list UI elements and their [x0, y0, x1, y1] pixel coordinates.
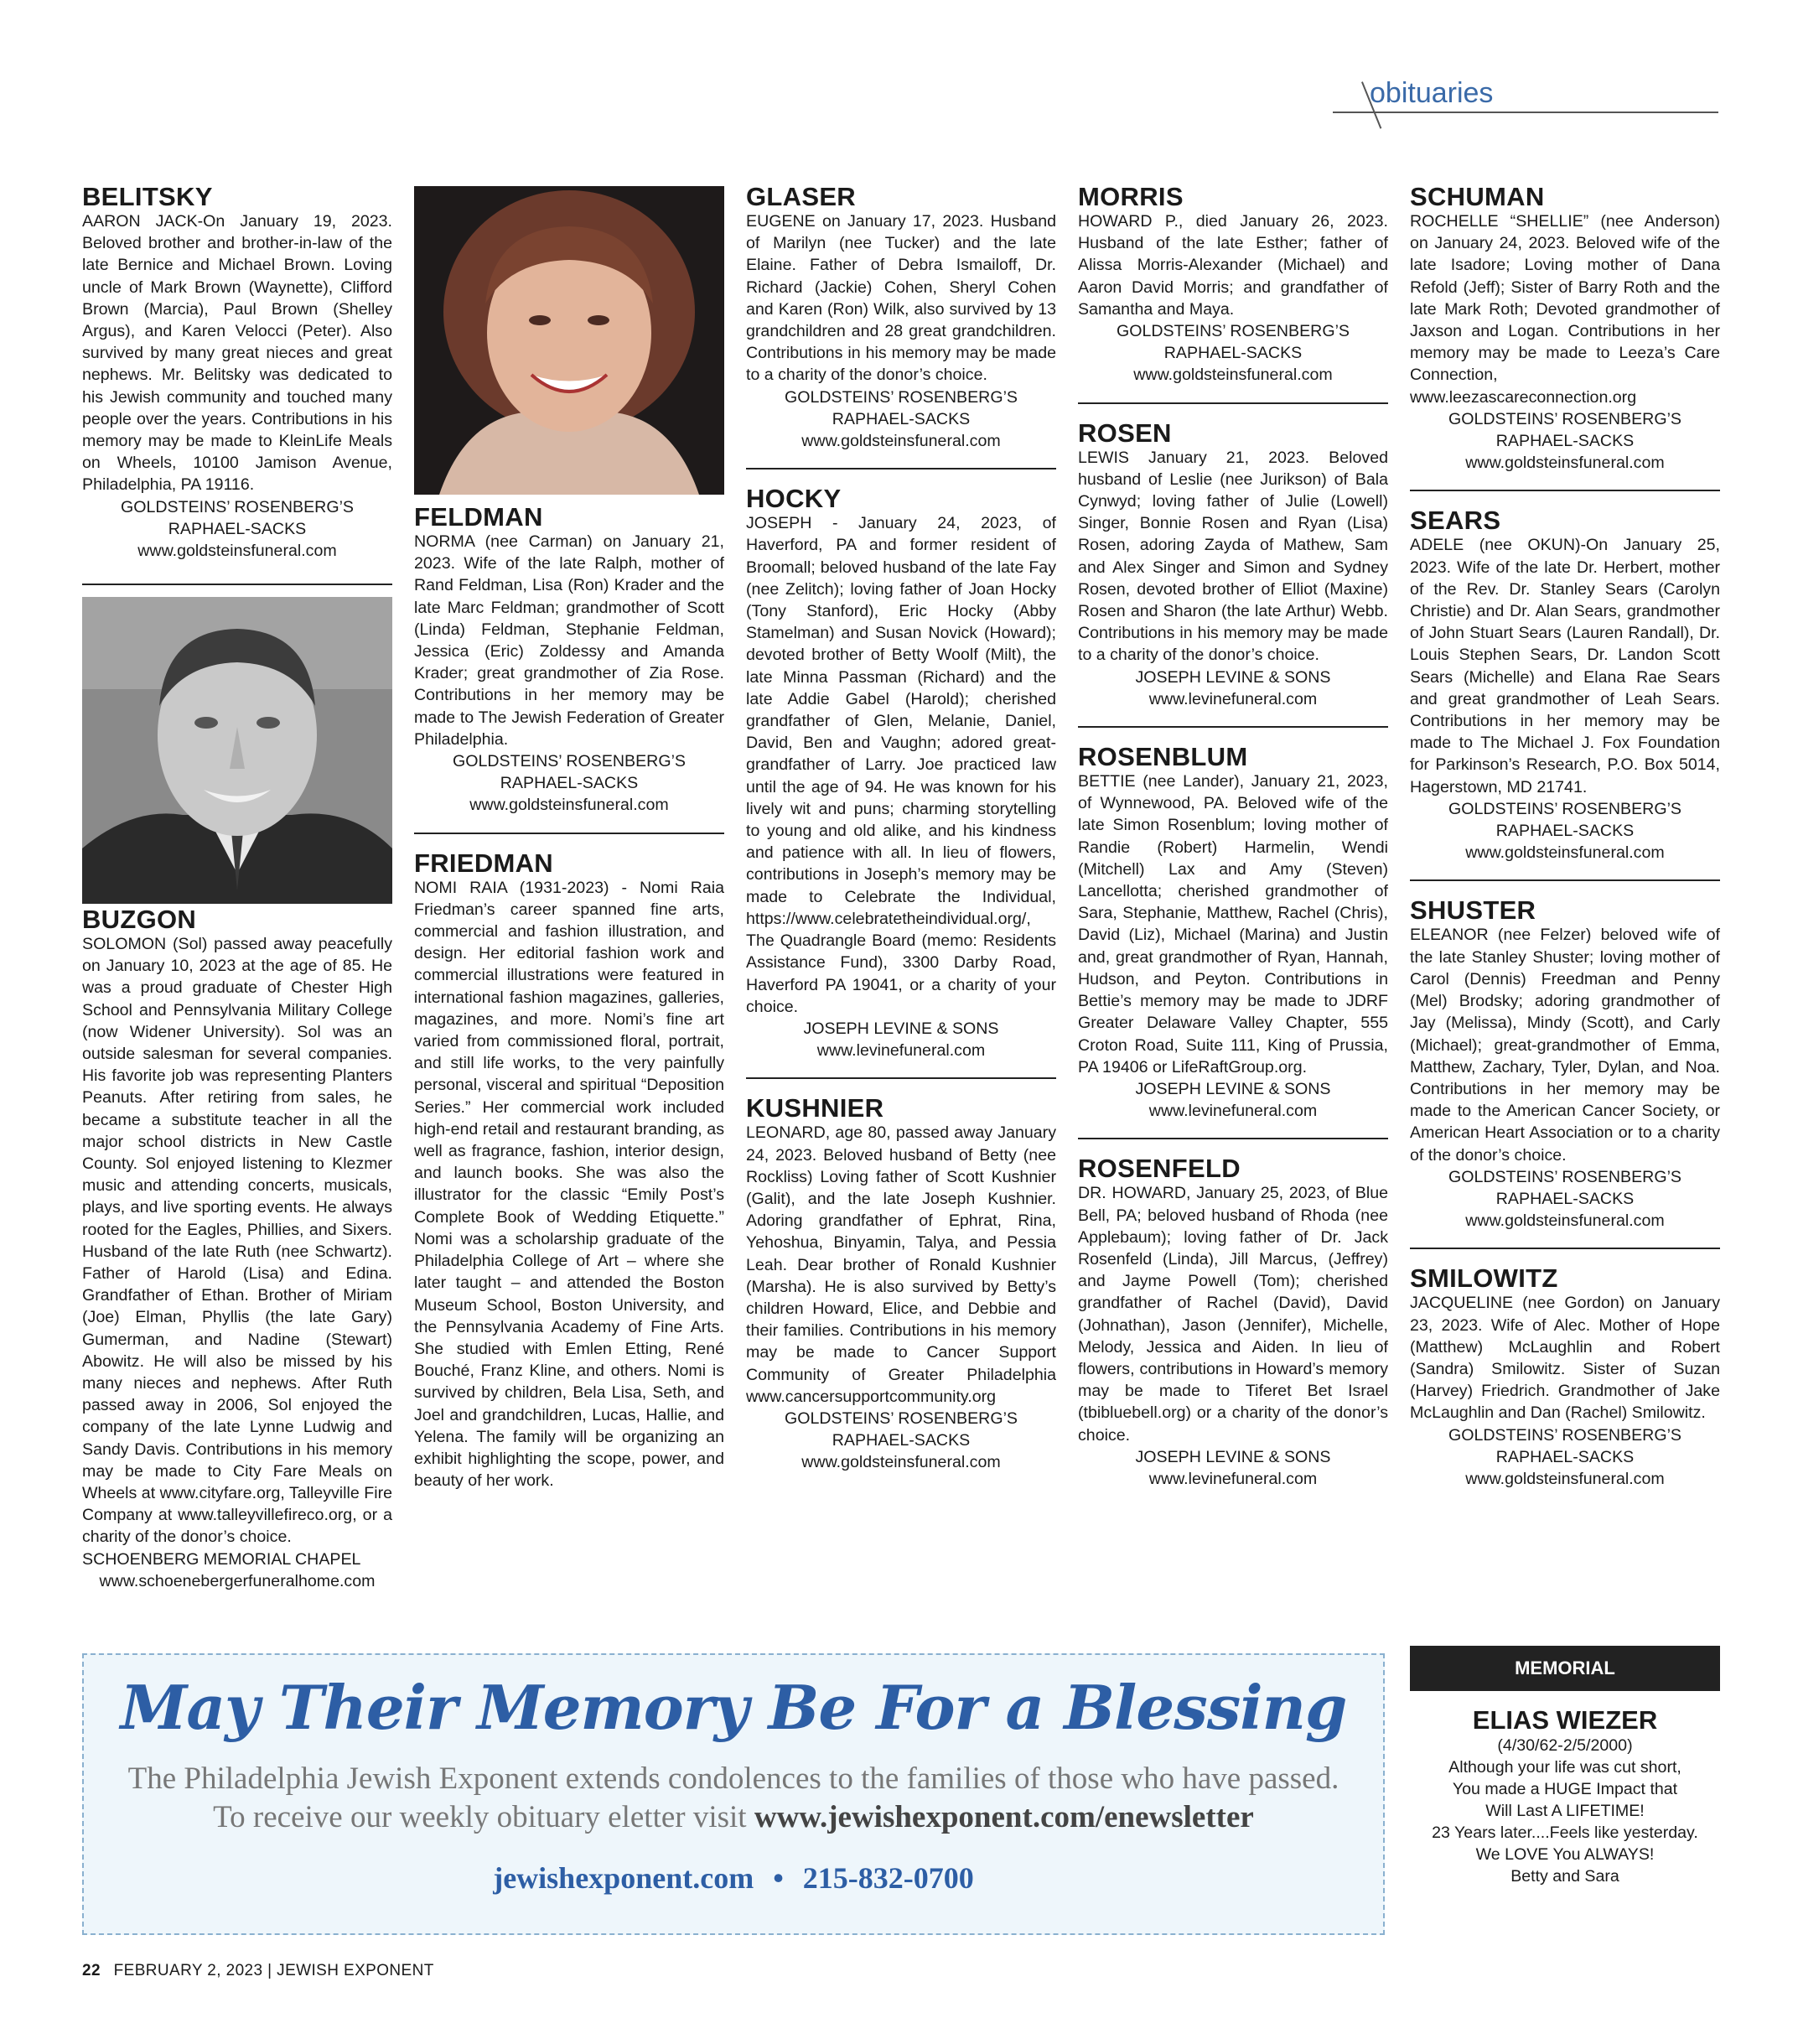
- divider: [746, 1077, 1056, 1079]
- funeral-home: RAPHAEL-SACKS: [1495, 1189, 1635, 1208]
- enewsletter-link[interactable]: www.jewishexponent.com/enewsletter: [754, 1800, 1254, 1834]
- memorial-label: MEMORIAL: [1410, 1646, 1720, 1691]
- divider: [82, 584, 392, 585]
- obituary-schuman: [1410, 183, 1720, 474]
- obituary-text: AARON JACK-On January 19, 2023. Beloved brother and brother-in-law of the late Bernice and Michael Brown. Loving uncle of Mark Brown (Waynette), Clifford Brown (Marcia), Paul Brown (Shelley Argus), and Karen Velocci (Peter). Also survived by many great nieces and great nephews. Mr. Belitsky was dedicated to his Jewish community and touched many people over the years. Contributions in his memory may be made to KleinLife Meals on Wheels, 10100 Jamison Avenue, Philadelphia, PA 19116.: [82, 212, 392, 495]
- column-1: [82, 183, 392, 562]
- obituary-name: FRIEDMAN: [414, 848, 553, 878]
- funeral-home: RAPHAEL-SACKS: [832, 1431, 971, 1450]
- obituary-name: SHUSTER: [1410, 895, 1536, 926]
- memorial-line: We LOVE You ALWAYS!: [1475, 1845, 1655, 1864]
- obituary-name: ROSEN: [1078, 418, 1172, 448]
- obituary-name: SEARS: [1410, 506, 1501, 536]
- funeral-home: RAPHAEL-SACKS: [1163, 344, 1303, 363]
- funeral-home: GOLDSTEINS’ ROSENBERG’S: [1117, 322, 1350, 341]
- obituary-text: ROCHELLE “SHELLIE” (nee Anderson) on January 24, 2023. Beloved wife of the late Isadore; Loving mother of Dana Refold (Jeff); Sister of Barry Roth and the late Mark Roth; Devoted grandmother of Jaxson and Logan. Contributions in her memory may be made to Leeza’s Care Connection, www.leezascareconnection.org: [1410, 212, 1720, 407]
- condolence-ad: [82, 1653, 1385, 1935]
- funeral-home-url: www.goldsteinsfuneral.com: [1133, 366, 1333, 385]
- obituary-text: LEWIS January 21, 2023. Beloved husband of Leslie (nee Jurikson) of Bala Cynwyd; loving father of Julie (Lowell) Singer, Bonnie Rosen and Ryan (Lisa) Rosen, adoring Zayda of Mathew, Sam and Alex Singer and Simon and Sydney Rosen, devoted brother of Elliot (Maxine) Rosen and Sharon (the late Arthur) Webb. Contributions in his memory may be made to a charity of the donor’s choice.: [1078, 448, 1388, 665]
- column-4: [1078, 183, 1388, 1490]
- bullet-separator: •: [773, 1861, 784, 1895]
- obituary-name: GLASER: [746, 182, 856, 211]
- funeral-home-url: www.levinefuneral.com: [1148, 689, 1318, 708]
- obituary-rosen: [1078, 419, 1388, 710]
- memorial: [1410, 1706, 1720, 1887]
- memorial-name: ELIAS WIEZER: [1472, 1705, 1658, 1735]
- column-5: [1410, 183, 1720, 1490]
- obituary-name: BELITSKY: [82, 182, 213, 211]
- obituary-kushnier: [746, 1094, 1056, 1473]
- divider: [1078, 726, 1388, 728]
- funeral-home: RAPHAEL-SACKS: [1495, 822, 1635, 841]
- obituary-name: ROSENFELD: [1078, 1154, 1241, 1184]
- divider: [414, 833, 724, 834]
- divider: [1410, 1248, 1720, 1249]
- column-2: [414, 503, 724, 1491]
- ad-line-2-prefix: To receive our weekly obituary eletter visit: [213, 1800, 754, 1834]
- funeral-home: RAPHAEL-SACKS: [500, 774, 639, 793]
- funeral-home: RAPHAEL-SACKS: [1495, 1447, 1635, 1466]
- obituary-text: SOLOMON (Sol) passed away peacefully on January 10, 2023 at the age of 85. He was a proud graduate of Chester High School and Pennsylvania Military College (now Widener University). Sol was an outside salesman for several companies. His favorite job was representing Planters Peanuts. After retiring from sales, he became a substitute teacher in all the major school districts in New Castle County. Sol enjoyed listening to Klezmer music and attending concerts, musicals, plays, and live sporting events. He always rooted for the Eagles, Phillies, and Sixers. Husband of the late Ruth (nee Schwartz). Father of Harold (Lisa) and Edina. Grandfather of Ethan. Brother of Miriam (Joe) Elman, Phyllis (the late Gary) Gumerman, and Nadine (Stewart) Abowitz. He will also be missed by his many nieces and nephews. After Ruth passed away in 2006, Sol enjoyed the company of the late Lynne Ludwig and Sandy Davis. Contributions in his memory may be made to City Fare Meals on Wheels at www.cityfare.org, Talleyville Fire Company at www.talleyvillefireco.org, or a charity of the donor’s choice.: [82, 935, 392, 1547]
- funeral-home-url: www.goldsteinsfuneral.com: [137, 542, 337, 561]
- obituary-buzgon: [82, 905, 392, 1592]
- divider: [746, 468, 1056, 469]
- obituary-smilowitz: [1410, 1264, 1720, 1490]
- obituary-morris: [1078, 183, 1388, 386]
- obituary-text: NOMI RAIA (1931-2023) - Nomi Raia Friedman’s career spanned fine arts, commercial and fashion illustration, and design. Her editorial fashion work and commercial illustrations were featured in international fashion magazines, galleries, magazines, and more. Nomi’s fine art varied from commissioned floral, portrait, and still life works, to the very painfully personal, visceral and spiritual “Deposition Series.” Her commercial work included high-end retail and restaurant branding, as well as fragrance, fashion, interior design, and launch books. She was also the illustrator for the classic “Emily Post’s Complete Book of Wedding Etiquette.” Nomi was a scholarship graduate of the Philadelphia College of Art – where she later taught – and attended the Boston Museum School, Boston University, and the Pennsylvania Academy of Fine Arts. She studied with Emlen Etting, René Bouché, Franz Kline, and others. Nomi is survived by children, Bela Lisa, Seth, and Joel and grandchildren, Lucas, Hallie, and Yelena. The family will be organizing an exhibit highlighting the scope, power, and beauty of her work.: [414, 878, 724, 1491]
- funeral-home-url: www.goldsteinsfuneral.com: [801, 1453, 1001, 1472]
- header-rule: [1333, 112, 1718, 113]
- obituary-name: KUSHNIER: [746, 1093, 884, 1123]
- funeral-home-url: www.goldsteinsfuneral.com: [1465, 1211, 1665, 1231]
- obituary-text: JACQUELINE (nee Gordon) on January 23, 2023. Wife of Alec. Mother of Hope (Matthew) McLaughlin and Robert (Sandra) Smilowitz. Sister of Suzan (Harvey) Friedrich. Grandmother of Jake McLaughlin and Dan (Rachel) Smilowitz.: [1410, 1294, 1720, 1423]
- funeral-home: SCHOENBERG MEMORIAL CHAPEL: [82, 1549, 361, 1569]
- funeral-home-url: www.levinefuneral.com: [1148, 1102, 1318, 1121]
- obituary-name: ROSENBLUM: [1078, 742, 1248, 772]
- photo-feldman: [414, 186, 724, 495]
- page-number: 22: [82, 1962, 101, 1979]
- funeral-home-url: www.goldsteinsfuneral.com: [1465, 454, 1665, 473]
- funeral-home: JOSEPH LEVINE & SONS: [803, 1019, 999, 1038]
- divider: [1078, 402, 1388, 404]
- phone-number: 215-832-0700: [802, 1861, 974, 1895]
- obituary-name: SCHUMAN: [1410, 182, 1545, 211]
- obituary-hocky: [746, 485, 1056, 1061]
- section-header: [1333, 77, 1718, 119]
- obituary-text: EUGENE on January 17, 2023. Husband of Marilyn (nee Tucker) and the late Elaine. Father of Debra Ismailoff, Dr. Richard (Jackie) Cohen, Sheryl Cohen and Karen (Ron) Wilk, also survived by 13 grandchildren and 28 great grandchildren. Contributions in his memory may be made to a charity of the donor’s choice.: [746, 212, 1056, 385]
- obituary-text: LEONARD, age 80, passed away January 24, 2023. Beloved husband of Betty (nee Rockliss) Loving father of Scott Kushnier (Galit), and the late Joseph Kushnier. Adoring grandfather of Ephrat, Rina, Yehoshua, Binyamin, Talya, and Pessia Leah. Dear brother of Ronald Kushnier (Marsha). He is also survived by Betty’s children Howard, Elice, and Debbie and their families. Contributions in his memory may be made to Cancer Support Community of Greater Philadelphia www.cancersupportcommunity.org: [746, 1123, 1056, 1406]
- memorial-line: You made a HUGE Impact that: [1452, 1780, 1678, 1798]
- funeral-home-url: www.goldsteinsfuneral.com: [1465, 843, 1665, 863]
- section-title: obituaries: [1370, 77, 1494, 109]
- memorial-line: Will Last A LIFETIME!: [1485, 1802, 1645, 1820]
- obituary-name: FELDMAN: [414, 502, 543, 532]
- obituary-glaser: [746, 183, 1056, 452]
- obituary-name: SMILOWITZ: [1410, 1263, 1558, 1294]
- memorial-line: 23 Years later....Feels like yesterday.: [1432, 1824, 1698, 1842]
- funeral-home: GOLDSTEINS’ ROSENBERG’S: [1448, 1425, 1681, 1445]
- funeral-home-url: www.schoenebergerfuneralhome.com: [99, 1571, 376, 1590]
- obituary-sears: [1410, 506, 1720, 864]
- obituary-text: HOWARD P., died January 26, 2023. Husband of the late Esther; father of Alissa Morris-Alexander (Michael) and Aaron David Morris; and grandfather of Samantha and Maya.: [1078, 212, 1388, 319]
- obituary-text: ADELE (nee OKUN)-On January 25, 2023. Wife of the late Dr. Herbert, mother of the Rev. Dr. Stanley Sears (Carolyn Christie) and Dr. Alan Sears, grandmother of John Stuart Sears (Lauren Randall), Dr. Louis Stephen Sears, Dr. Landon Scott Sears (Michelle) and Elana Rae Sears and great grandmother of Leah Sears. Contributions in her memory may be made to The Michael J. Fox Foundation for Parkinson’s Research, P.O. Box 5014, Hagerstown, MD 21741.: [1410, 536, 1720, 796]
- ad-contact: [84, 1860, 1383, 1896]
- funeral-home: JOSEPH LEVINE & SONS: [1135, 1079, 1331, 1098]
- funeral-home-url: www.goldsteinsfuneral.com: [1465, 1469, 1665, 1488]
- obituary-text: JOSEPH - January 24, 2023, of Haverford, PA and former resident of Broomall; beloved husband of the late Fay (nee Zelitch); loving father of Joan Hocky (Tony Stanford), Eric Hocky (Abby Stamelman) and Susan Novick (Howard); devoted brother of Betty Woolf (Milt), the late Minna Passman (Richard) and the late Addie Gabel (Harold); cherished grandfather of Glen, Melanie, Daniel, David, Ben and Vaughn; adored great-grandfather of Larry. Joe practiced law until the age of 94. He was known for his lively wit and puns; charming storytelling to young and old alike, and his kindness and patience with all. In lieu of flowers, contributions in Joseph’s memory may be made to Celebrate the Individual, https://www.celebratetheindividual.org/, The Quadrangle Board (memo: Residents Assistance Fund), 3300 Darby Road, Haverford PA 19041, or a charity of your choice.: [746, 514, 1056, 1016]
- funeral-home-url: www.levinefuneral.com: [1148, 1469, 1318, 1488]
- obituary-text: BETTIE (nee Lander), January 21, 2023, of Wynnewood, PA. Beloved wife of the late Simon Rosenblum; loving mother of Randie (Robert) Harmelin, Wendi (Mitchell) Lax and Amy (Steven) Lancellotta; cherished grandmother of Sara, Stephanie, Matthew, Rachel (Chris), David (Liz), Michael (Marina) and Justin and, great grandmother of Ryan, Hannah, Hudson, and Peyton. Contributions in Bettie’s memory may be made to JDRF Greater Delaware Valley Chapter, 555 Croton Road, Suite 111, King of Prussia, PA 19406 or LifeRaftGroup.org.: [1078, 772, 1388, 1076]
- obituary-feldman: [414, 503, 724, 817]
- obituary-name: MORRIS: [1078, 182, 1184, 211]
- photo-buzgon: [82, 597, 392, 904]
- column-3: [746, 183, 1056, 1474]
- funeral-home: GOLDSTEINS’ ROSENBERG’S: [785, 1408, 1018, 1428]
- memorial-line: Although your life was cut short,: [1448, 1758, 1681, 1777]
- divider: [1078, 1138, 1388, 1139]
- footer-text: FEBRUARY 2, 2023 | JEWISH EXPONENT: [113, 1962, 434, 1979]
- obituary-text: ELEANOR (nee Felzer) beloved wife of the late Stanley Shuster; loving mother of Carol (Dennis) Freedman and Penny (Mel) Brodsky; adoring grandmother of Jay (Melissa), Mindy (Scott), and Carly (Michael); great-grandmother of Emma, Matthew, Zachary, Tyler, Dylan, and Noa. Contributions in her memory may be made to the American Cancer Society, or American Heart Association or to a charity of the donor’s choice.: [1410, 926, 1720, 1165]
- funeral-home: RAPHAEL-SACKS: [168, 519, 307, 538]
- divider: [1410, 879, 1720, 881]
- ad-line-2: [84, 1799, 1383, 1835]
- portrait-woman-icon: [414, 186, 724, 495]
- column-1-lower: [82, 905, 392, 1592]
- obituary-text: DR. HOWARD, January 25, 2023, of Blue Bell, PA; beloved husband of Rhoda (nee Applebaum); loving father of Dr. Jack Rosenfeld (Linda), Jill Marcus, (Jeffrey) and Jayme Powell (Tom); cherished grandfather of Rachel (David), David (Johnathan), Jason (Jennifer), Michelle, Melody, Jessica and Aiden. In lieu of flowers, contributions in Howard’s memory may be made to Tiferet Bet Israel (tbibluebell.org) or a charity of the donor’s choice.: [1078, 1184, 1388, 1445]
- funeral-home: JOSEPH LEVINE & SONS: [1135, 1447, 1331, 1466]
- ad-headline: May Their Memory Be For a Blessing: [120, 1672, 1347, 1743]
- funeral-home: JOSEPH LEVINE & SONS: [1135, 667, 1331, 687]
- ad-line-1: The Philadelphia Jewish Exponent extends condolences to the families of those who have passed.: [127, 1761, 1339, 1796]
- obituary-shuster: [1410, 896, 1720, 1232]
- funeral-home-url: www.goldsteinsfuneral.com: [801, 432, 1001, 451]
- funeral-home: GOLDSTEINS’ ROSENBERG’S: [453, 752, 686, 771]
- portrait-man-icon: [82, 597, 392, 904]
- funeral-home-url: www.goldsteinsfuneral.com: [469, 796, 669, 815]
- funeral-home-url: www.levinefuneral.com: [816, 1041, 986, 1061]
- funeral-home: GOLDSTEINS’ ROSENBERG’S: [121, 497, 354, 516]
- obituary-rosenblum: [1078, 743, 1388, 1122]
- memorial-line: Betty and Sara: [1510, 1867, 1619, 1886]
- funeral-home: GOLDSTEINS’ ROSENBERG’S: [785, 387, 1018, 407]
- funeral-home: GOLDSTEINS’ ROSENBERG’S: [1448, 1167, 1681, 1186]
- funeral-home: RAPHAEL-SACKS: [832, 409, 971, 428]
- divider: [1410, 490, 1720, 491]
- site-link[interactable]: jewishexponent.com: [493, 1861, 754, 1895]
- funeral-home: RAPHAEL-SACKS: [1495, 432, 1635, 451]
- funeral-home: GOLDSTEINS’ ROSENBERG’S: [1448, 409, 1681, 428]
- funeral-home: GOLDSTEINS’ ROSENBERG’S: [1448, 799, 1681, 818]
- page-footer: [82, 1962, 434, 1980]
- obituary-belitsky: [82, 183, 392, 562]
- obituary-friedman: [414, 849, 724, 1492]
- obituary-name: HOCKY: [746, 484, 842, 514]
- memorial-dates: (4/30/62-2/5/2000): [1497, 1736, 1633, 1755]
- obituary-name: BUZGON: [82, 905, 197, 934]
- obituary-text: NORMA (nee Carman) on January 21, 2023. Wife of the late Ralph, mother of Rand Feldman, Lisa (Ron) Krader and the late Marc Feldman; grandmother of Scott (Linda) Feldman, Stephanie Feldman, Jessica (Eric) Zoldessy and Amanda Krader; great grandmother of Zia Rose. Contributions in her memory may be made to The Jewish Federation of Greater Philadelphia.: [414, 532, 724, 749]
- obituary-rosenfeld: [1078, 1154, 1388, 1490]
